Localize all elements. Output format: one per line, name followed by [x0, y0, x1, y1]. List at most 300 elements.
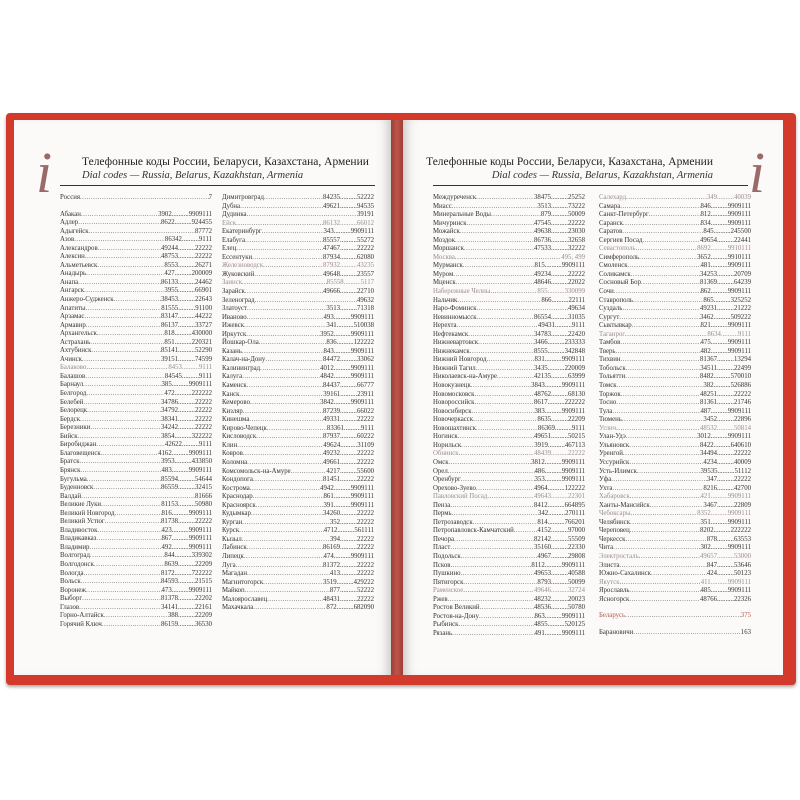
leader-dots	[490, 288, 537, 297]
city-name: Владивосток	[60, 526, 98, 534]
directory-column	[599, 194, 751, 637]
city-name: Уссурийск	[599, 458, 630, 466]
city-name: Соликамск	[599, 270, 631, 278]
directory-entry	[599, 288, 751, 297]
directory-entry	[433, 271, 585, 280]
directory-entry	[433, 245, 585, 254]
directory-column	[433, 194, 585, 638]
dial-code: 4152..........97000	[537, 527, 585, 535]
dial-code: 843..........9909111	[323, 347, 374, 355]
leader-dots	[80, 467, 161, 476]
city-name: Красноярск	[222, 501, 256, 509]
directory-entry	[599, 356, 751, 365]
dial-code: 878..........63553	[706, 535, 751, 543]
dial-code: 86342..........9111	[164, 236, 212, 244]
directory-entry	[433, 322, 585, 331]
dial-code: 86736..........32658	[534, 236, 585, 244]
city-name: Йошкар-Ола	[222, 339, 259, 347]
city-name: Адыгейск	[60, 227, 89, 235]
dial-code: 349..........40039	[706, 194, 751, 201]
city-name: Пятигорск	[433, 578, 464, 586]
leader-dots	[486, 356, 534, 365]
directory-entry	[433, 621, 585, 630]
leader-dots	[622, 228, 703, 237]
dial-code: 472..........222222	[164, 390, 212, 398]
city-name: Березники	[60, 424, 91, 432]
city-name: Ульяновск	[599, 441, 630, 449]
dial-code: 39161..........23911	[323, 390, 374, 398]
dial-code: 413..........22222	[329, 570, 374, 578]
directory-entry	[60, 194, 212, 203]
dial-code: 4967..........29808	[537, 552, 585, 560]
leader-dots	[448, 596, 534, 605]
leader-dots	[251, 510, 323, 519]
dial-code: 343..........9909111	[323, 228, 374, 236]
dial-code: 49624..........31109	[323, 441, 374, 449]
dial-code: 81369..........64239	[700, 279, 751, 287]
city-name: Азов	[60, 236, 75, 244]
directory-entry	[433, 579, 585, 588]
dial-code: 481..........9909111	[700, 262, 751, 270]
leader-dots	[479, 613, 535, 622]
directory-entry	[60, 595, 212, 604]
directory-entry	[433, 408, 585, 417]
dial-code: 391..........9909111	[323, 501, 374, 509]
leader-dots	[452, 510, 538, 519]
leader-dots	[89, 228, 195, 237]
dial-code: 34511..........22499	[700, 364, 751, 372]
city-name: Братск	[60, 458, 80, 466]
dial-code: 49431..........9111	[537, 322, 585, 330]
leader-dots	[476, 485, 534, 494]
dial-code: 81372..........22222	[323, 561, 374, 569]
leader-dots	[247, 382, 323, 391]
leader-dots	[90, 424, 161, 433]
leader-dots	[633, 297, 703, 306]
leader-dots	[81, 578, 161, 587]
city-name: Москва	[433, 253, 455, 261]
book-spine-gutter	[391, 120, 403, 675]
dial-code: 49632	[357, 296, 374, 304]
directory-entry	[433, 519, 585, 528]
dial-code: 83147..........44222	[161, 313, 212, 321]
city-name: Мичуринск	[433, 219, 467, 227]
leader-dots	[631, 510, 698, 519]
city-name: Ессентуки	[222, 253, 253, 261]
city-name: Белгород	[60, 390, 87, 398]
leader-dots	[464, 245, 534, 254]
directory-entry	[222, 211, 374, 220]
directory-entry	[222, 382, 374, 391]
city-name: Кемерово	[222, 399, 250, 407]
directory-entry	[222, 476, 374, 485]
directory-entry	[433, 220, 585, 229]
info-initial: i	[36, 140, 53, 205]
leader-dots	[617, 382, 704, 391]
city-name: Новочеркасск	[433, 416, 474, 424]
directory-column	[222, 194, 374, 613]
leader-dots	[260, 365, 320, 374]
directory-entry	[599, 408, 751, 417]
leader-dots	[85, 253, 161, 262]
leader-dots	[470, 348, 534, 357]
city-name: Балашов	[60, 372, 86, 380]
dial-code: 87937..........60222	[323, 433, 374, 441]
leader-dots	[84, 313, 161, 322]
city-name: Ейск	[222, 219, 237, 227]
dial-code: 8634..........9111	[707, 330, 751, 338]
directory-entry	[433, 203, 585, 212]
directory-entry	[60, 228, 212, 237]
leader-dots	[639, 553, 700, 562]
leader-dots	[242, 279, 327, 288]
dial-code: 85141..........52290	[161, 347, 212, 355]
city-name: Нижневартовск	[433, 339, 479, 347]
directory-entry	[60, 399, 212, 408]
directory-entry	[60, 570, 212, 579]
leader-dots	[614, 288, 701, 297]
dial-code: 34242..........22222	[161, 424, 212, 432]
leader-dots	[450, 544, 534, 553]
city-name: Липецк	[222, 552, 244, 560]
leader-dots	[263, 579, 323, 588]
directory-entry	[599, 262, 751, 271]
city-name: Череповец	[599, 527, 630, 535]
leader-dots	[625, 331, 707, 340]
city-name: Новокузнецк	[433, 382, 471, 390]
leader-dots	[620, 203, 700, 212]
directory-entry	[433, 433, 585, 442]
dial-code: 34494..........22222	[700, 450, 751, 458]
city-name: Тюмень	[599, 416, 622, 424]
city-name: Тамбов	[599, 339, 621, 347]
dial-code: 877..........52222	[329, 587, 374, 595]
leader-dots	[642, 237, 700, 246]
dial-code: 8635..........22209	[537, 416, 585, 424]
city-name: Калининград	[222, 364, 261, 372]
city-name: Смоленск	[599, 262, 628, 270]
city-name: Новомосковск	[433, 390, 475, 398]
directory-entry	[599, 596, 751, 605]
city-name: Севастополь	[599, 245, 636, 253]
leader-dots	[244, 553, 324, 562]
leader-dots	[240, 203, 323, 212]
dial-code: 81367..........13294	[700, 356, 751, 364]
city-name: Малоярославец	[222, 595, 268, 603]
leader-dots	[613, 544, 700, 553]
city-name: Ухта	[599, 484, 613, 492]
leader-dots	[93, 484, 161, 493]
leader-dots	[448, 468, 535, 477]
directory-entry	[60, 347, 212, 356]
city-name: Невинномысск	[433, 313, 477, 321]
dial-code: 48536..........50780	[534, 604, 585, 612]
dial-code: 49621..........94535	[323, 202, 374, 210]
city-name: Белебей	[60, 398, 84, 406]
city-name: Анапа	[60, 278, 79, 286]
dial-code: 3842..........9909111	[320, 399, 374, 407]
leader-dots	[98, 245, 161, 254]
city-name: Подольск	[433, 552, 461, 560]
directory-entry	[222, 510, 374, 519]
leader-dots	[84, 287, 164, 296]
city-name: Бугульма	[60, 475, 87, 483]
leader-dots	[246, 331, 320, 340]
directory-entry	[60, 416, 212, 425]
city-name: Магадан	[222, 570, 247, 578]
directory-entry	[222, 356, 374, 365]
directory-entry	[222, 562, 374, 571]
leader-dots	[461, 442, 534, 451]
city-name: Самара	[599, 202, 621, 210]
city-name: Ковров	[222, 450, 243, 458]
leader-dots	[247, 211, 357, 220]
dial-code: 49666..........22710	[323, 288, 374, 296]
city-name: Коломна	[222, 458, 248, 466]
city-name: Моршанск	[433, 245, 464, 253]
dial-code: 49232..........22222	[323, 450, 374, 458]
city-name: Архангельск	[60, 330, 97, 338]
leader-dots	[636, 245, 698, 254]
directory-entry	[60, 339, 212, 348]
city-name: Комсомольск-на-Амуре	[222, 467, 291, 475]
dial-code: 42135..........63999	[534, 373, 585, 381]
directory-entry	[433, 279, 585, 288]
dial-code: 341..........510038	[326, 322, 374, 330]
directory-entry	[60, 433, 212, 442]
directory-entry	[222, 339, 374, 348]
directory-entry	[60, 527, 212, 536]
city-name: Ижевск	[222, 322, 245, 330]
leader-dots	[247, 314, 324, 323]
dial-code: 485..........9909111	[700, 587, 751, 595]
dial-code: 49646..........32724	[534, 587, 585, 595]
leader-dots	[476, 425, 538, 434]
dial-code: 421..........9909111	[700, 493, 751, 501]
leader-dots	[255, 297, 357, 306]
city-name: Валдай	[60, 492, 82, 500]
leader-dots	[263, 262, 323, 271]
city-name: Сочи	[599, 288, 614, 296]
dial-code: 866..........22111	[541, 296, 585, 304]
leader-dots	[101, 501, 161, 510]
leader-dots	[450, 502, 534, 511]
leader-dots	[265, 356, 323, 365]
leader-dots	[463, 262, 535, 271]
leader-dots	[90, 552, 165, 561]
leader-dots	[621, 391, 700, 400]
city-name: Иваново	[222, 313, 247, 321]
city-name: Томск	[599, 382, 617, 390]
leader-dots	[651, 570, 707, 579]
dial-code: 4855..........520125	[534, 621, 585, 629]
city-name: Кисловодск	[222, 433, 257, 441]
city-name: Балаково	[60, 364, 87, 372]
leader-dots	[477, 314, 534, 323]
directory-entry	[433, 476, 585, 485]
directory-entry	[599, 442, 751, 451]
directory-entry	[433, 450, 585, 459]
leader-dots	[622, 305, 700, 314]
dial-code: 86159..........36530	[161, 620, 212, 628]
dial-code: 39535..........51112	[700, 467, 751, 475]
directory-entry	[599, 279, 751, 288]
dial-code: 48431..........22222	[323, 595, 374, 603]
city-name: Норильск	[433, 441, 462, 449]
city-name: Ясногорск	[599, 595, 630, 603]
dial-code: 48532..........50814	[700, 424, 751, 432]
city-name: Нижний Тагил	[433, 364, 476, 372]
directory-entry	[222, 553, 374, 562]
dial-code: 836..........122222	[326, 339, 374, 347]
city-name: Волгодонск	[60, 560, 94, 568]
directory-entry	[60, 305, 212, 314]
directory-entry	[60, 381, 212, 390]
directory-entry	[433, 382, 585, 391]
city-name: Салехард	[599, 194, 627, 201]
dial-code: 8412..........664895	[534, 501, 585, 509]
city-name: Кострома	[222, 484, 250, 492]
city-name: Волгоград	[60, 552, 90, 560]
city-name: Димитровград	[222, 194, 264, 201]
dial-code: 49231..........21222	[700, 305, 751, 313]
dial-code: 491..........9909111	[534, 629, 585, 637]
directory-entry	[599, 433, 751, 442]
directory-entry	[222, 408, 374, 417]
city-name: Хабаровск	[599, 493, 630, 501]
directory-entry	[599, 211, 751, 220]
dial-code: 4234..........40009	[703, 458, 751, 466]
city-name: Нерехта	[433, 322, 457, 330]
directory-entry	[222, 237, 374, 246]
directory-entry	[599, 425, 751, 434]
leader-dots	[514, 527, 538, 536]
dial-code: 87239..........66022	[323, 407, 374, 415]
directory-entry	[433, 587, 585, 596]
city-name: Александров	[60, 244, 98, 252]
leader-dots	[105, 518, 161, 527]
city-name: Елабуга	[222, 236, 245, 244]
directory-entry	[433, 356, 585, 365]
directory-entry	[433, 314, 585, 323]
dial-code: 86559..........32415	[161, 484, 212, 492]
directory-entry	[222, 194, 374, 203]
dial-code: 84437..........66777	[323, 382, 374, 390]
city-name: Курган	[222, 518, 243, 526]
directory-entry	[433, 237, 585, 246]
dial-code: 861..........9909111	[323, 493, 374, 501]
leader-dots	[452, 203, 538, 212]
dial-code: 48753..........22222	[161, 253, 212, 261]
city-name: Кондопога	[222, 476, 253, 484]
city-name: Елец	[222, 245, 237, 253]
directory-entry	[599, 468, 751, 477]
directory-entry	[222, 297, 374, 306]
dial-code: 385..........9909111	[161, 381, 212, 389]
city-name: Набережные Челны	[433, 288, 491, 296]
leader-dots	[632, 322, 701, 331]
city-name: Брянск	[60, 466, 81, 474]
dial-code: 3462..........509222	[700, 313, 751, 321]
dial-code: 492..........9909111	[161, 543, 212, 551]
dial-code: 49651..........50215	[534, 433, 585, 441]
leader-dots	[102, 621, 161, 630]
dial-code: 49654..........22441	[700, 236, 751, 244]
leader-dots	[476, 194, 534, 203]
directory-entry	[599, 254, 751, 263]
city-name: Великий Новгород	[60, 509, 115, 517]
leader-dots	[461, 553, 538, 562]
dial-code: 8216..........42700	[703, 484, 751, 492]
directory-entry	[599, 553, 751, 562]
city-name: Астрахань	[60, 338, 91, 346]
leader-dots	[457, 297, 541, 306]
leader-dots	[626, 194, 707, 203]
leader-dots	[247, 570, 330, 579]
leader-dots	[629, 596, 700, 605]
leader-dots	[454, 536, 534, 545]
city-name: Муром	[433, 270, 454, 278]
dial-code: 8692..........9910111	[697, 245, 751, 253]
dial-code: 48646..........22022	[534, 279, 585, 287]
dial-code: 87934..........62080	[323, 253, 374, 261]
leader-dots	[267, 596, 323, 605]
leader-dots	[630, 587, 701, 596]
directory-entry	[599, 382, 751, 391]
directory-entry	[599, 245, 751, 254]
leader-dots	[87, 407, 161, 416]
city-name: Ярославль	[599, 587, 630, 595]
directory-entry	[60, 535, 212, 544]
leader-dots	[249, 416, 323, 425]
leader-dots	[96, 535, 161, 544]
dial-code: 49234..........22222	[534, 270, 585, 278]
city-name: Пушкино	[433, 570, 461, 578]
directory-entry	[433, 194, 585, 203]
dial-code: 3012..........9909111	[697, 433, 751, 441]
leader-dots	[631, 271, 700, 280]
dial-code: 34253..........20709	[700, 270, 751, 278]
dial-code: 347..........22222	[706, 476, 751, 484]
dial-code: 3919..........467113	[534, 441, 585, 449]
directory-entry	[433, 544, 585, 553]
city-name: Зарайск	[222, 288, 245, 296]
directory-entry	[60, 467, 212, 476]
leader-dots	[626, 433, 697, 442]
directory-entry	[60, 296, 212, 305]
leader-dots	[236, 220, 323, 229]
city-name: Элиста	[599, 561, 620, 569]
directory-entry	[433, 391, 585, 400]
city-name: Рязань	[433, 629, 453, 637]
city-name: Курск	[222, 527, 240, 535]
leader-dots	[264, 194, 323, 203]
leader-dots	[267, 425, 327, 434]
city-name: Калуга	[222, 373, 243, 381]
leader-dots	[242, 536, 330, 545]
leader-dots	[623, 450, 700, 459]
city-name: Наро-Фоминск	[433, 305, 477, 313]
dial-code: 49661..........22222	[323, 458, 374, 466]
leader-dots	[242, 348, 324, 357]
city-name: Орел	[433, 467, 448, 475]
city-name: Сургут	[599, 313, 620, 321]
dial-code: 3955..........66901	[164, 287, 212, 295]
leader-dots	[461, 570, 534, 579]
dial-code: 482..........9909111	[700, 347, 751, 355]
dial-code: 865..........325252	[703, 296, 751, 304]
directory-entry	[599, 562, 751, 571]
